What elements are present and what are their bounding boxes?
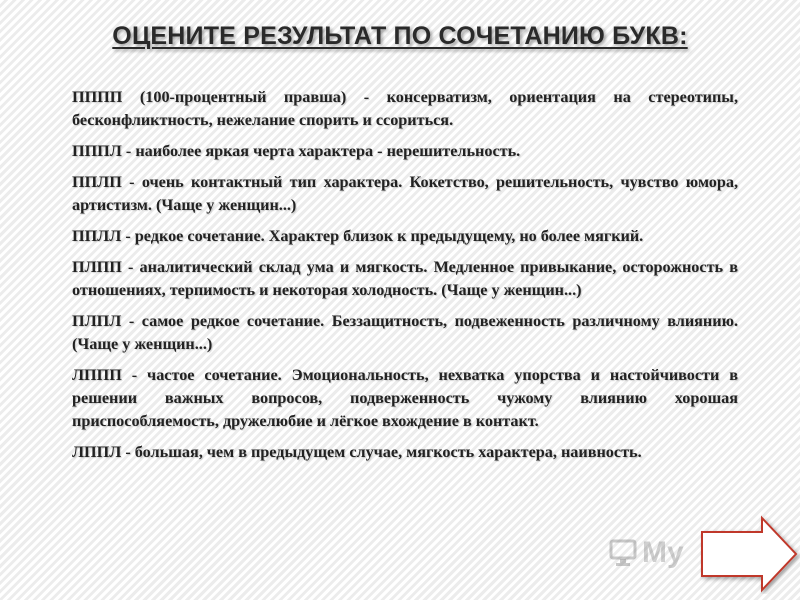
slide-title: ОЦЕНИТЕ РЕЗУЛЬТАТ ПО СОЧЕТАНИЮ БУКВ:: [112, 22, 688, 50]
list-item: ЛППП - частое сочетание. Эмоциональность, нехватка упорства и настойчивости в решении важных вопросов, подверженность чужому влиянию хорошая приспособляемость, дружелюбие и лёгкое вхождение в контакт.: [72, 366, 738, 430]
list-item: ПЛПП - аналитический склад ума и мягкость. Медленное привыкание, осторожность в отношениях, терпимость и некоторая холодность. (Чаще у женщин...): [72, 258, 738, 299]
watermark-text: My: [642, 536, 684, 569]
monitor-icon: [608, 538, 638, 568]
list-item: ЛППЛ - большая, чем в предыдущем случае, мягкость характера, наивность.: [72, 443, 642, 461]
list-item: ПЛПЛ - самое редкое сочетание. Беззащитность, подвеженность различному влиянию. (Чаще у женщин...): [72, 312, 738, 353]
list-item: ППЛП - очень контактный тип характера. Кокетство, решительность, чувство юмора, артистизм. (Чаще у женщин...): [72, 173, 738, 214]
arrow-right-icon: [700, 514, 800, 594]
slide-content: [72, 86, 738, 472]
next-slide-button[interactable]: [700, 514, 800, 594]
list-item: ПППП (100-процентный правша) - консерватизм, ориентация на стереотипы, бесконфликтность, нежелание спорить и ссориться.: [72, 88, 738, 129]
list-item: ПППЛ - наиболее яркая черта характера - нерешительность.: [72, 142, 521, 160]
list-item: ППЛЛ - редкое сочетание. Характер близок к предыдущему, но более мягкий.: [72, 227, 644, 245]
watermark: [608, 536, 684, 570]
